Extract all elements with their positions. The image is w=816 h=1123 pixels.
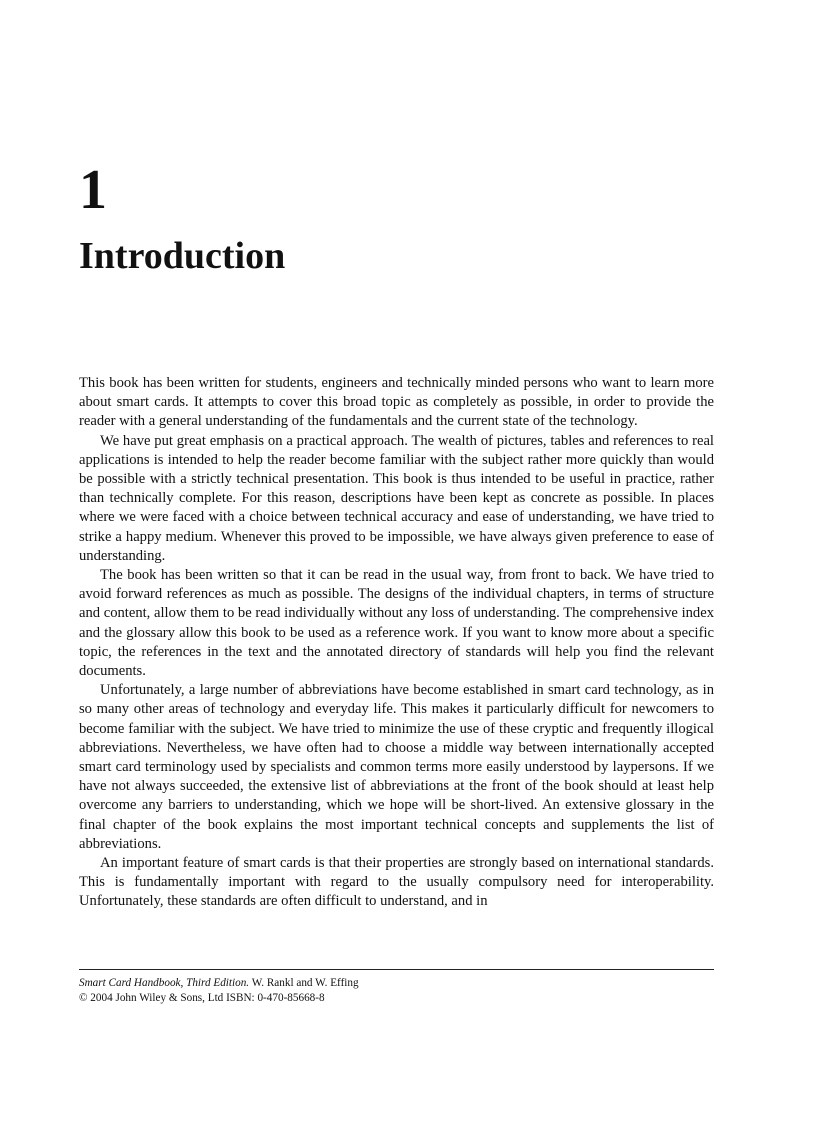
chapter-title: Introduction <box>79 235 286 277</box>
body-text <box>79 374 714 912</box>
paragraph: The book has been written so that it can be read in the usual way, from front to back. We have tried to avoid forward references as much as possible. The designs of the individual chapters, in terms of structure and content, allow them to be read individually without any loss of understanding. The comprehensive index and the glossary allow this book to be used as a reference work. If you want to know more about a specific topic, the references in the text and the annotated directory of standards will help you find the relevant documents. <box>79 567 714 680</box>
paragraph: This book has been written for students, engineers and technically minded persons who want to learn more about smart cards. It attempts to cover this broad topic as completely as possible, in order to provide the reader with a general understanding of the fundamentals and the current state of the technology. <box>79 375 714 430</box>
footnote <box>79 976 714 1006</box>
paragraph: An important feature of smart cards is that their properties are strongly based on international standards. This is fundamentally important with regard to the usually compulsory need for interoperability. Unfortunately, these standards are often difficult to understand, and in <box>79 855 714 910</box>
paragraph: Unfortunately, a large number of abbreviations have become established in smart card technology, as in so many other areas of technology and everyday life. This makes it particularly difficult for newcomers to become familiar with the subject. We have tried to minimize the use of these cryptic and frequently illogical abbreviations. Nevertheless, we have often had to choose a middle way between internationally accepted smart card terminology used by specialists and common terms more easily understood by laypersons. If we have not always succeeded, the extensive list of abbreviations at the front of the book should at least help overcome any barriers to understanding, which we hope will be short-lived. An extensive glossary in the final chapter of the book explains the most important technical concepts and supplements the list of abbreviations. <box>79 682 714 852</box>
footnote-authors: W. Rankl and W. Effing <box>249 977 359 989</box>
footnote-copyright: © 2004 John Wiley & Sons, Ltd ISBN: 0-470-85668-8 <box>79 992 325 1004</box>
footnote-book-title: Smart Card Handbook, Third Edition. <box>79 977 250 989</box>
chapter-number: 1 <box>79 159 107 221</box>
footnote-citation-line <box>79 976 714 991</box>
paragraph: We have put great emphasis on a practical approach. The wealth of pictures, tables and references to real applications is intended to help the reader become familiar with the subject rather more quickly than would be possible with a strictly technical presentation. This book is thus intended to be useful in practice, rather than technically complete. For this reason, descriptions have been kept as concrete as possible. In places where we were faced with a choice between technical accuracy and ease of understanding, we have tried to strike a happy medium. Whenever this proved to be impossible, we have always given preference to ease of understanding. <box>79 432 714 564</box>
footnote-divider <box>79 969 714 970</box>
